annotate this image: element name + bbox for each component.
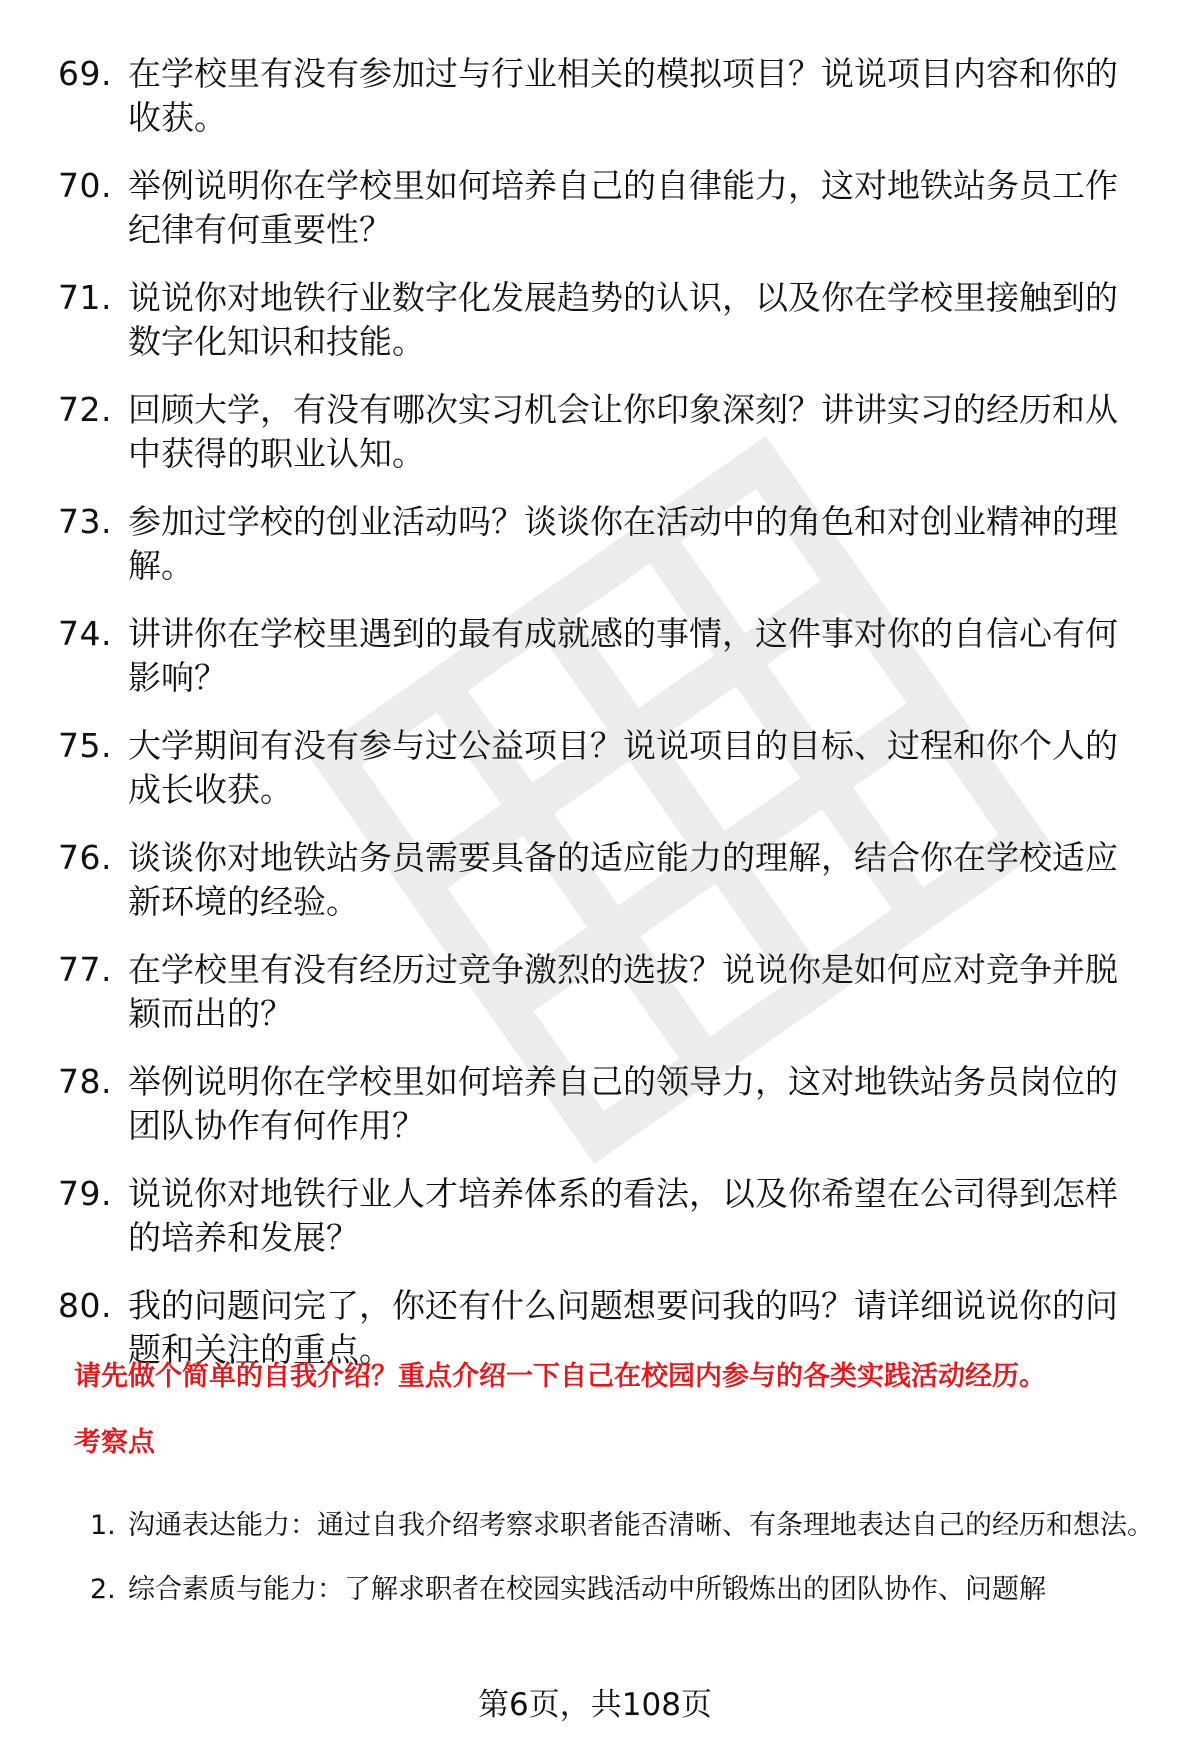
question-number: 80. bbox=[58, 1286, 112, 1325]
question-list bbox=[0, 52, 1190, 1396]
question-number: 79. bbox=[58, 1174, 112, 1213]
question-text: 说说你对地铁行业数字化发展趋势的认识，以及你在学校里接触到的数字化知识和技能。 bbox=[128, 278, 1118, 361]
list-item bbox=[0, 1060, 1190, 1148]
question-number: 74. bbox=[58, 614, 112, 653]
question-text: 我的问题问完了，你还有什么问题想要问我的吗？请详细说说你的问题和关注的重点。 bbox=[128, 1286, 1118, 1369]
question-text: 回顾大学，有没有哪次实习机会让你印象深刻？讲讲实习的经历和从中获得的职业认知。 bbox=[128, 390, 1118, 473]
question-text: 在学校里有没有经历过竞争激烈的选拔？说说你是如何应对竞争并脱颖而出的？ bbox=[128, 950, 1118, 1033]
question-number: 77. bbox=[58, 950, 112, 989]
list-item bbox=[0, 388, 1190, 476]
question-number: 78. bbox=[58, 1062, 112, 1101]
list-item bbox=[0, 1498, 1190, 1554]
question-text: 讲讲你在学校里遇到的最有成就感的事情，这件事对你的自信心有何影响？ bbox=[128, 614, 1118, 697]
list-item bbox=[0, 1172, 1190, 1260]
question-text: 谈谈你对地铁站务员需要具备的适应能力的理解，结合你在学校适应新环境的经验。 bbox=[128, 838, 1118, 921]
point-number: 2. bbox=[90, 1574, 116, 1605]
question-text: 说说你对地铁行业人才培养体系的看法，以及你希望在公司得到怎样的培养和发展？ bbox=[128, 1174, 1118, 1257]
question-number: 69. bbox=[58, 54, 112, 93]
list-item bbox=[0, 276, 1190, 364]
list-item bbox=[0, 500, 1190, 588]
assessment-points-list bbox=[0, 1498, 1190, 1626]
list-item bbox=[0, 1562, 1190, 1618]
list-item bbox=[0, 612, 1190, 700]
question-text: 参加过学校的创业活动吗？谈谈你在活动中的角色和对创业精神的理解。 bbox=[128, 502, 1118, 585]
question-text: 举例说明你在学校里如何培养自己的领导力，这对地铁站务员岗位的团队协作有何作用？ bbox=[128, 1062, 1118, 1145]
section-heading: 考察点 bbox=[74, 1427, 155, 1458]
list-item bbox=[0, 52, 1190, 140]
question-number: 71. bbox=[58, 278, 112, 317]
list-item bbox=[0, 836, 1190, 924]
question-number: 76. bbox=[58, 838, 112, 877]
question-number: 72. bbox=[58, 390, 112, 429]
question-text: 举例说明你在学校里如何培养自己的自律能力，这对地铁站务员工作纪律有何重要性？ bbox=[128, 166, 1118, 249]
question-number: 73. bbox=[58, 502, 112, 541]
question-number: 75. bbox=[58, 726, 112, 765]
point-number: 1. bbox=[90, 1510, 116, 1541]
question-number: 70. bbox=[58, 166, 112, 205]
list-item bbox=[0, 948, 1190, 1036]
point-text: 沟通表达能力：通过自我介绍考察求职者能否清晰、有条理地表达自己的经历和想法。 bbox=[128, 1510, 1154, 1541]
question-text: 大学期间有没有参与过公益项目？说说项目的目标、过程和你个人的成长收获。 bbox=[128, 726, 1118, 809]
highlight-question: 请先做个简单的自我介绍？重点介绍一下自己在校园内参与的各类实践活动经历。 bbox=[74, 1361, 1046, 1392]
list-item bbox=[0, 724, 1190, 812]
point-text: 综合素质与能力：了解求职者在校园实践活动中所锻炼出的团队协作、问题解 bbox=[128, 1574, 1046, 1605]
page-footer: 第6页，共108页 bbox=[478, 1687, 712, 1723]
list-item bbox=[0, 164, 1190, 252]
question-text: 在学校里有没有参加过与行业相关的模拟项目？说说项目内容和你的收获。 bbox=[128, 54, 1118, 137]
